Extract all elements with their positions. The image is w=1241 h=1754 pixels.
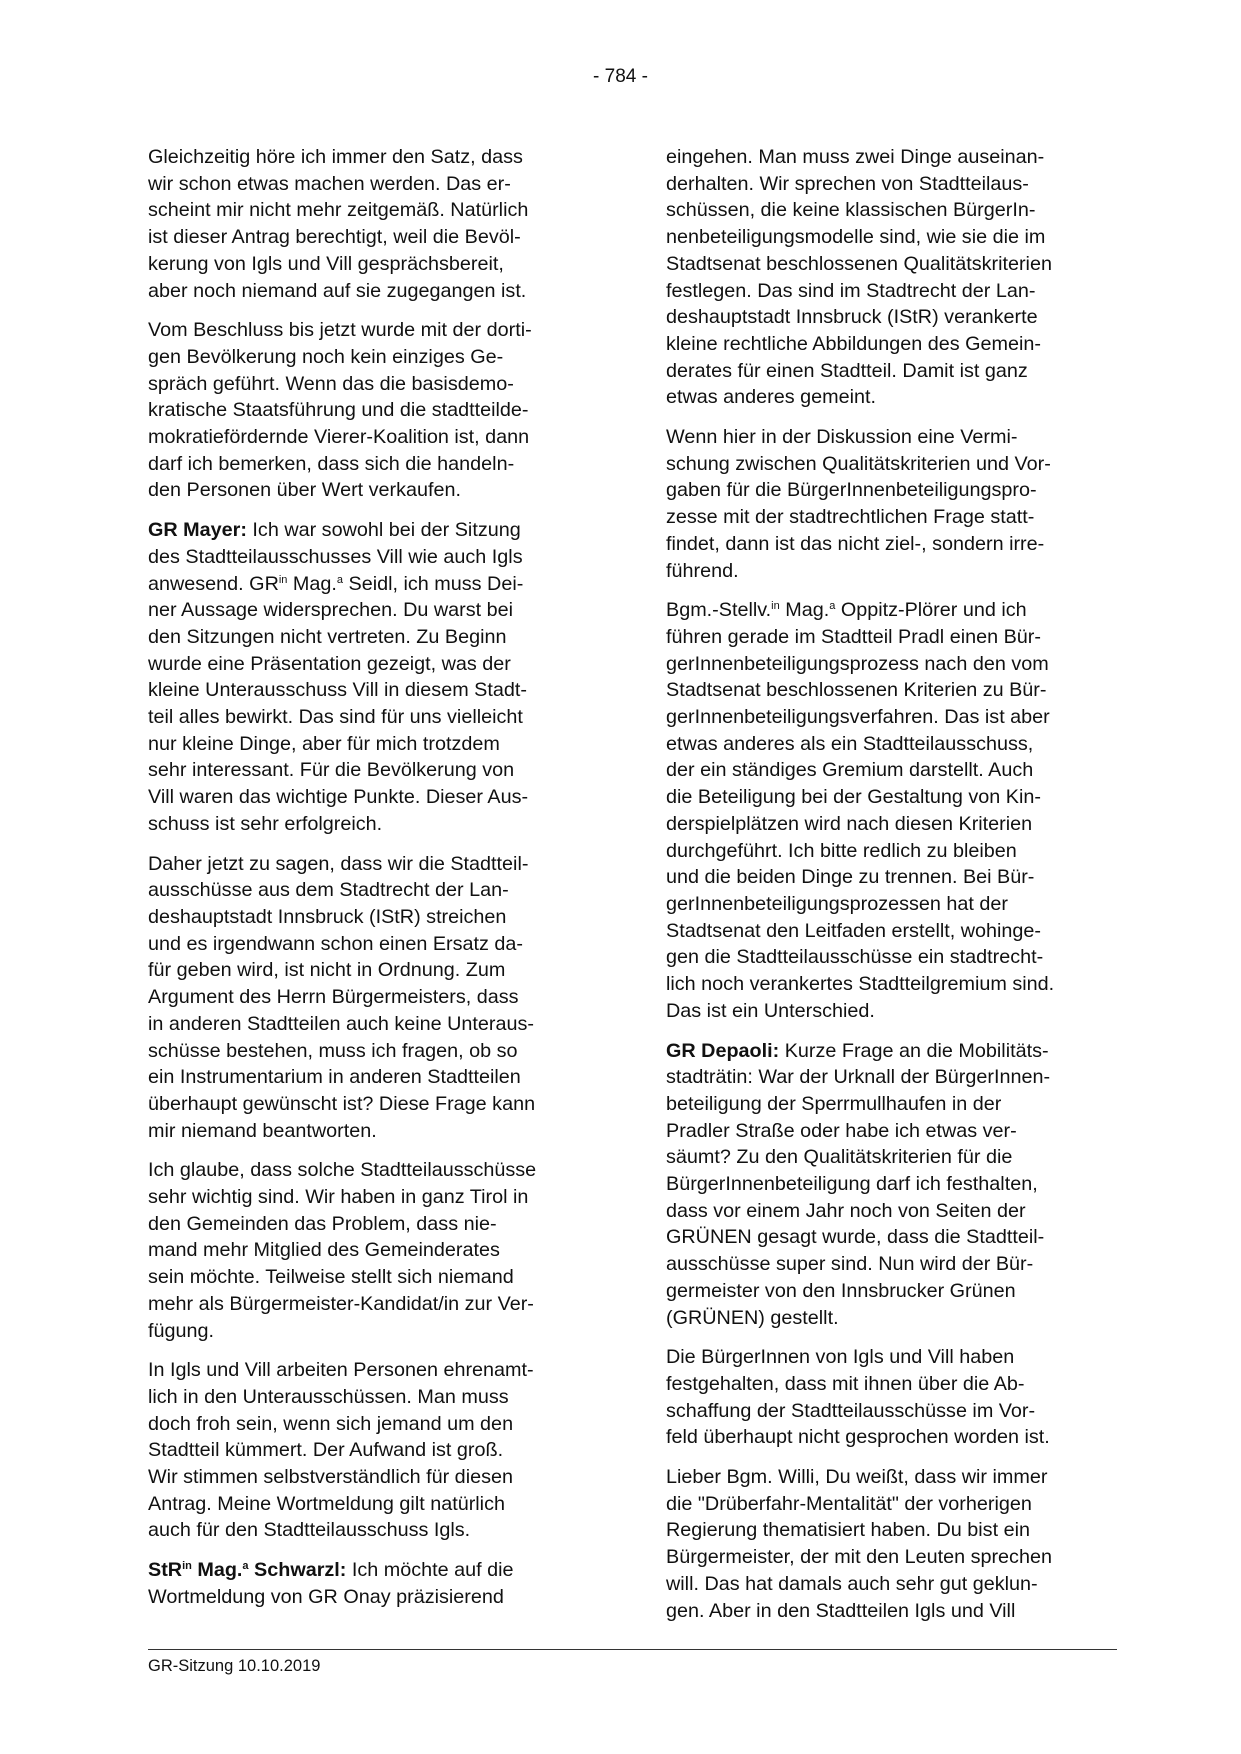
text-line: ist dieser Antrag berechtigt, weil die Bevöl- — [148, 226, 521, 249]
speaker-name: StR — [148, 1559, 183, 1582]
text-segment: Seidl, ich muss Dei- — [343, 572, 524, 595]
speaker-name: Schwarzl: — [248, 1559, 347, 1582]
text-segment: Bgm.-Stellv. — [666, 599, 772, 622]
text-segment: Ich möchte auf die — [346, 1559, 514, 1582]
text-line: lich noch verankertes Stadtteilgremium sind. — [666, 973, 1055, 996]
text-line: führend. — [666, 559, 739, 582]
text-line: ausschüsse super sind. Nun wird der Bür- — [666, 1253, 1034, 1276]
text-line: germeister von den Innsbrucker Grünen — [666, 1279, 1016, 1302]
text-line: Wortmeldung von GR Onay präzisierend — [148, 1585, 504, 1608]
text-line: gen die Stadtteilausschüsse ein stadtrecht- — [666, 946, 1044, 969]
text-line: lich in den Unterausschüssen. Man muss — [148, 1385, 509, 1408]
text-line: sein möchte. Teilweise stellt sich niemand — [148, 1266, 514, 1289]
text-segment: in — [278, 573, 288, 586]
paragraph — [666, 1464, 1106, 1624]
text-line: etwas anderes gemeint. — [666, 386, 877, 409]
text-line: und es irgendwann schon einen Ersatz da- — [148, 932, 523, 955]
text-line: säumt? Zu den Qualitätskriterien für die — [666, 1146, 1013, 1169]
text-line: Das ist ein Unterschied. — [666, 999, 875, 1022]
text-line: festgehalten, dass mit ihnen über die Ab- — [666, 1372, 1025, 1395]
text-line: Argument des Herrn Bürgermeisters, dass — [148, 986, 519, 1009]
text-line: nur kleine Dinge, aber für mich trotzdem — [148, 732, 500, 755]
right-text-column — [666, 144, 1106, 1637]
text-line: für geben wird, ist nicht in Ordnung. Zum — [148, 959, 506, 982]
text-line: gen Bevölkerung noch kein einziges Ge- — [148, 345, 504, 368]
text-line: Stadtsenat beschlossenen Kriterien zu Bür- — [666, 679, 1047, 702]
text-line: Pradler Straße oder habe ich etwas ver- — [666, 1119, 1017, 1142]
text-line: ein Instrumentarium in anderen Stadtteilen — [148, 1066, 521, 1089]
text-line: mehr als Bürgermeister-Kandidat/in zur Ver- — [148, 1292, 534, 1315]
paragraph — [148, 144, 588, 304]
text-segment: Mag. — [779, 599, 830, 622]
text-line: zesse mit der stadtrechtlichen Frage statt- — [666, 506, 1035, 529]
text-line: spräch geführt. Wenn das die basisdemo- — [148, 372, 514, 395]
text-line: fügung. — [148, 1319, 214, 1342]
text-line: Vom Beschluss bis jetzt wurde mit der dorti- — [148, 319, 532, 342]
text-line: etwas anderes als ein Stadtteilausschuss, — [666, 732, 1034, 755]
text-line: gerInnenbeteiligungsverfahren. Das ist aber — [666, 706, 1050, 729]
text-line: doch froh sein, wenn sich jemand um den — [148, 1412, 514, 1435]
text-line: derates für einen Stadtteil. Damit ist ganz — [666, 359, 1028, 382]
text-line: Stadtsenat beschlossenen Qualitätskriterien — [666, 252, 1052, 275]
text-segment: Mag. — [287, 572, 337, 595]
text-line: In Igls und Vill arbeiten Personen ehrenamt- — [148, 1359, 534, 1382]
text-line: (GRÜNEN) gestellt. — [666, 1306, 839, 1329]
text-line: der ein ständiges Gremium darstellt. Auch — [666, 759, 1034, 782]
text-line: sehr wichtig sind. Wir haben in ganz Tirol in — [148, 1186, 529, 1209]
speaker-name: Mag. — [191, 1559, 243, 1582]
text-line: deshauptstadt Innsbruck (IStR) verankerte — [666, 306, 1038, 329]
text-segment: Oppitz-Plörer und ich — [835, 599, 1027, 622]
text-line: den Personen über Wert verkaufen. — [148, 479, 462, 502]
text-line: die "Drüberfahr-Mentalität" der vorherigen — [666, 1492, 1032, 1515]
text-line: schüssen, die keine klassischen BürgerIn- — [666, 199, 1036, 222]
text-line: eingehen. Man muss zwei Dinge auseinan- — [666, 146, 1045, 168]
text-line: scheint mir nicht mehr zeitgemäß. Natürlich — [148, 199, 529, 222]
text-line: schuss ist sehr erfolgreich. — [148, 812, 383, 835]
text-line: den Sitzungen nicht vertreten. Zu Beginn — [148, 625, 507, 648]
text-line: deshauptstadt Innsbruck (IStR) streichen — [148, 905, 507, 928]
text-line: mir niemand beantworten. — [148, 1119, 377, 1142]
text-segment: Ich war sowohl bei der Sitzung — [246, 519, 521, 542]
text-line: auch für den Stadtteilausschuss Igls. — [148, 1519, 471, 1542]
text-line: mand mehr Mitglied des Gemeinderates — [148, 1239, 500, 1262]
text-segment: a — [336, 573, 344, 586]
text-line: Daher jetzt zu sagen, dass wir die Stadtteil- — [148, 852, 529, 875]
page-number: - 784 - — [593, 66, 648, 87]
paragraph — [666, 1344, 1106, 1451]
text-line: sehr interessant. Für die Bevölkerung von — [148, 759, 515, 782]
text-line — [666, 1038, 1106, 1065]
paragraph — [148, 317, 588, 504]
text-line: Bürgermeister, der mit den Leuten sprechen — [666, 1546, 1052, 1569]
text-line: festlegen. Das sind im Stadtrecht der Lan- — [666, 279, 1036, 302]
speaker-name: GR Depaoli: — [666, 1039, 780, 1062]
paragraph — [148, 1557, 588, 1610]
text-line: Stadtsenat den Leitfaden erstellt, wohinge- — [666, 919, 1041, 942]
paragraph — [666, 1038, 1106, 1332]
text-line: beteiligung der Sperrmullhaufen in der — [666, 1092, 1002, 1115]
text-line: Wir stimmen selbstverständlich für diesen — [148, 1466, 513, 1489]
text-line: führen gerade im Stadtteil Pradl einen Bür- — [666, 625, 1041, 648]
text-segment: in — [771, 600, 780, 613]
text-line: die Beteiligung bei der Gestaltung von Kin- — [666, 786, 1041, 809]
text-line: stadträtin: War der Urknall der BürgerInnen- — [666, 1066, 1051, 1089]
text-line: kleine Unterausschuss Vill in diesem Stadt- — [148, 679, 527, 702]
text-line: schung zwischen Qualitätskriterien und Vor- — [666, 452, 1051, 475]
paragraph — [148, 1157, 588, 1344]
text-line: schaffung der Stadtteilausschüsse im Vor- — [666, 1399, 1036, 1422]
speaker-name: in — [182, 1560, 192, 1573]
text-line: in anderen Stadtteilen auch keine Unteraus- — [148, 1012, 534, 1035]
text-line: Gleichzeitig höre ich immer den Satz, dass — [148, 146, 523, 168]
text-line: GRÜNEN gesagt wurde, dass die Stadtteil- — [666, 1226, 1045, 1249]
text-line: findet, dann ist das nicht ziel-, sondern irre- — [666, 532, 1045, 555]
text-line: gerInnenbeteiligungsprozess nach den vom — [666, 652, 1049, 675]
text-line: BürgerInnenbeteiligung darf ich festhalten, — [666, 1173, 1038, 1196]
speaker-name: a — [242, 1560, 249, 1573]
text-segment: Kurze Frage an die Mobilitäts- — [779, 1039, 1049, 1062]
text-segment: anwesend. GR — [148, 572, 279, 595]
speaker-name: GR Mayer: — [148, 519, 247, 542]
footer-session-date: GR-Sitzung 10.10.2019 — [148, 1657, 321, 1675]
text-line: derspielplätzen wird nach diesen Kriterien — [666, 812, 1033, 835]
text-line: gerInnenbeteiligungsprozessen hat der — [666, 892, 1009, 915]
text-line: kleine rechtliche Abbildungen des Gemein- — [666, 332, 1041, 355]
text-line: dass vor einem Jahr noch von Seiten der — [666, 1199, 1026, 1222]
paragraph — [148, 517, 588, 837]
text-segment: a — [829, 600, 836, 613]
text-line: Vill waren das wichtige Punkte. Dieser Aus- — [148, 786, 529, 809]
text-line: durchgeführt. Ich bitte redlich zu bleiben — [666, 839, 1017, 862]
text-line — [666, 597, 1106, 624]
text-line: feld überhaupt nicht gesprochen worden ist. — [666, 1426, 1050, 1449]
text-line: Lieber Bgm. Willi, Du weißt, dass wir immer — [666, 1466, 1048, 1489]
text-line: Antrag. Meine Wortmeldung gilt natürlich — [148, 1492, 505, 1515]
text-line: des Stadtteilausschusses Vill wie auch Igls — [148, 545, 523, 568]
paragraph — [666, 424, 1106, 584]
text-line: kratische Staatsführung und die stadtteilde- — [148, 399, 529, 422]
paragraph — [666, 144, 1106, 411]
left-text-column — [148, 144, 588, 1624]
text-line: nenbeteiligungsmodelle sind, wie sie die im — [666, 226, 1046, 249]
text-line: will. Das hat damals auch sehr gut geklun- — [666, 1572, 1038, 1595]
text-line — [148, 571, 588, 598]
text-line: Stadtteil kümmert. Der Aufwand ist groß. — [148, 1439, 504, 1462]
paragraph — [666, 597, 1106, 1024]
text-line: überhaupt gewünscht ist? Diese Frage kann — [148, 1092, 536, 1115]
text-line — [148, 1557, 588, 1584]
text-line: mokratiefördernde Vierer-Koalition ist, dann — [148, 426, 530, 449]
text-line: den Gemeinden das Problem, dass nie- — [148, 1212, 497, 1235]
text-line: Die BürgerInnen von Igls und Vill haben — [666, 1346, 1015, 1369]
paragraph — [148, 851, 588, 1145]
text-line: Wenn hier in der Diskussion eine Vermi- — [666, 426, 1018, 449]
text-line: Ich glaube, dass solche Stadtteilausschüsse — [148, 1159, 537, 1182]
text-line: gen. Aber in den Stadtteilen Igls und Vill — [666, 1599, 1016, 1622]
text-line: Regierung thematisiert haben. Du bist ein — [666, 1519, 1030, 1542]
text-line: ausschüsse aus dem Stadtrecht der Lan- — [148, 879, 509, 902]
text-line: gaben für die BürgerInnenbeteiligungspro- — [666, 479, 1037, 502]
text-line: wir schon etwas machen werden. Das er- — [148, 172, 511, 195]
text-line: kerung von Igls und Vill gesprächsbereit, — [148, 252, 504, 275]
text-line: wurde eine Präsentation gezeigt, was der — [148, 652, 511, 675]
paragraph — [148, 1357, 588, 1544]
text-line: und die beiden Dinge zu trennen. Bei Bür- — [666, 866, 1035, 889]
text-line: aber noch niemand auf sie zugegangen ist. — [148, 279, 527, 302]
text-line: darf ich bemerken, dass sich die handeln- — [148, 452, 515, 475]
text-line: teil alles bewirkt. Das sind für uns vielleicht — [148, 706, 523, 729]
text-line: derhalten. Wir sprechen von Stadtteilaus- — [666, 172, 1029, 195]
footer-divider — [148, 1649, 1117, 1650]
text-line: schüsse bestehen, muss ich fragen, ob so — [148, 1039, 518, 1062]
text-line — [148, 517, 588, 544]
text-line: ner Aussage widersprechen. Du warst bei — [148, 599, 514, 622]
